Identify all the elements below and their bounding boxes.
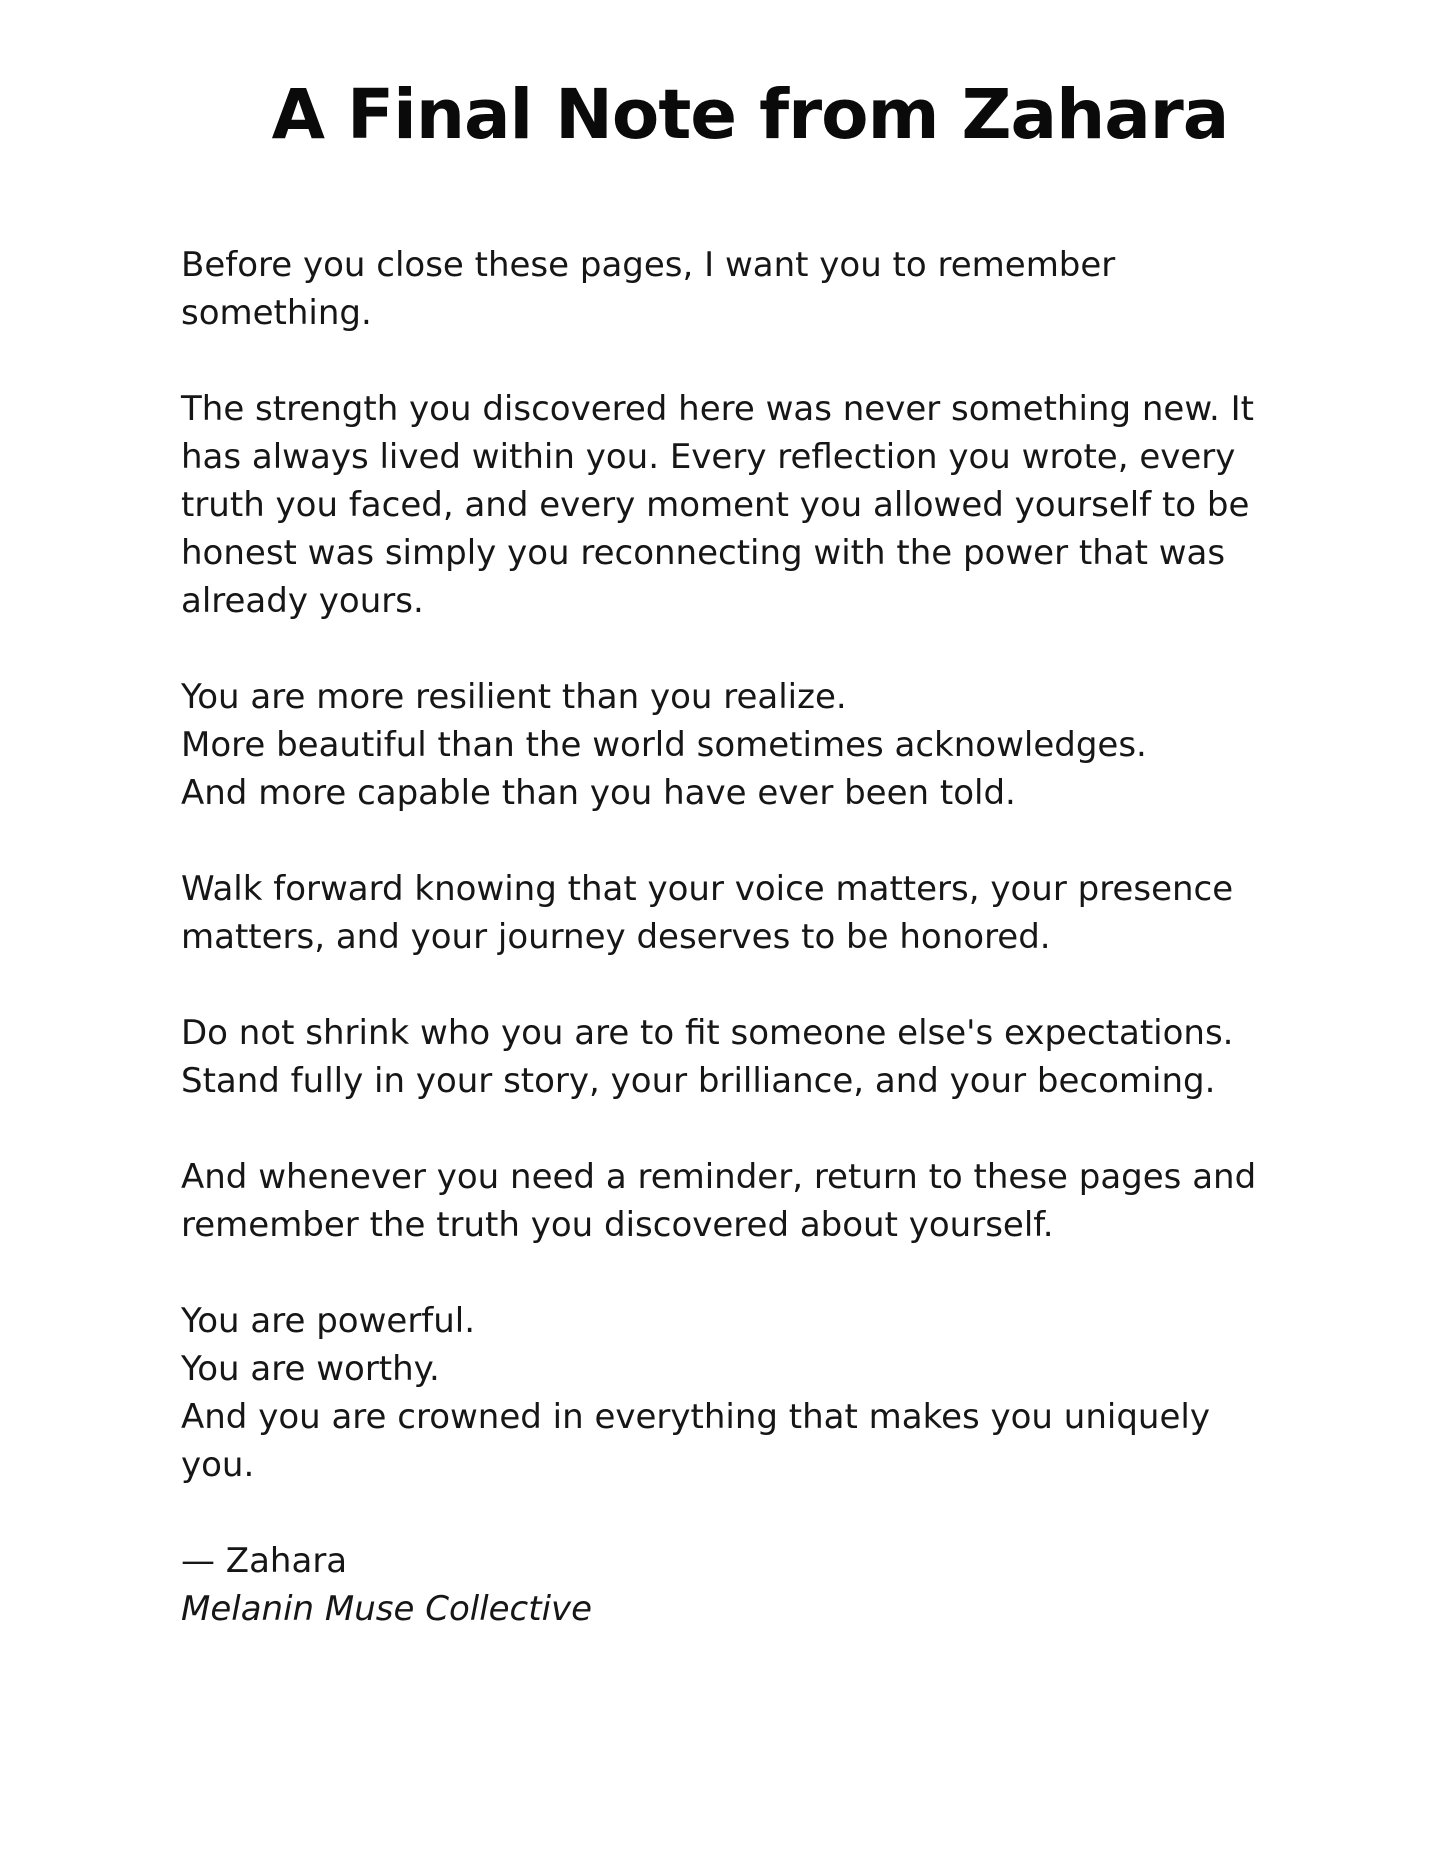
signature-block xyxy=(181,1537,1261,1633)
paragraph-line: Walk forward knowing that your voice matters, your presence matters, and your journey deserves to be honored. xyxy=(181,869,1234,957)
paragraph-line: Before you close these pages, I want you to remember something. xyxy=(181,245,1116,333)
paragraph-affirmations xyxy=(181,1297,1261,1489)
page-title: A Final Note from Zahara xyxy=(271,75,1229,155)
paragraph-line: You are worthy. xyxy=(181,1349,440,1389)
paragraph-walk-forward xyxy=(181,865,1261,961)
paragraph-intro xyxy=(181,241,1261,337)
signature-name: — Zahara xyxy=(181,1541,348,1581)
paragraph-line: And you are crowned in everything that makes you uniquely you. xyxy=(181,1397,1210,1485)
paragraph-line: And more capable than you have ever been told. xyxy=(181,773,1016,813)
paragraph-resilient xyxy=(181,673,1261,817)
paragraph-line: You are more resilient than you realize. xyxy=(181,677,847,717)
paragraph-line: You are powerful. xyxy=(181,1301,476,1341)
paragraph-line: Do not shrink who you are to fit someone else's expectations. xyxy=(181,1013,1234,1053)
signature-organization: Melanin Muse Collective xyxy=(181,1589,593,1629)
paragraph-reminder xyxy=(181,1153,1261,1249)
letter-body xyxy=(181,241,1261,1633)
paragraph-line: The strength you discovered here was never something new. It has always lived within you. Every reflection you wrote, every truth you faced, and every moment you allowed yourself to be honest was simply you reconnecting with the power that was already yours. xyxy=(181,389,1254,621)
paragraph-do-not-shrink xyxy=(181,1009,1261,1105)
paragraph-line: And whenever you need a reminder, return to these pages and remember the truth you discovered about yourself. xyxy=(181,1157,1257,1245)
paragraph-line: More beautiful than the world sometimes acknowledges. xyxy=(181,725,1147,765)
paragraph-strength xyxy=(181,385,1261,625)
paragraph-line: Stand fully in your story, your brilliance, and your becoming. xyxy=(181,1061,1216,1101)
